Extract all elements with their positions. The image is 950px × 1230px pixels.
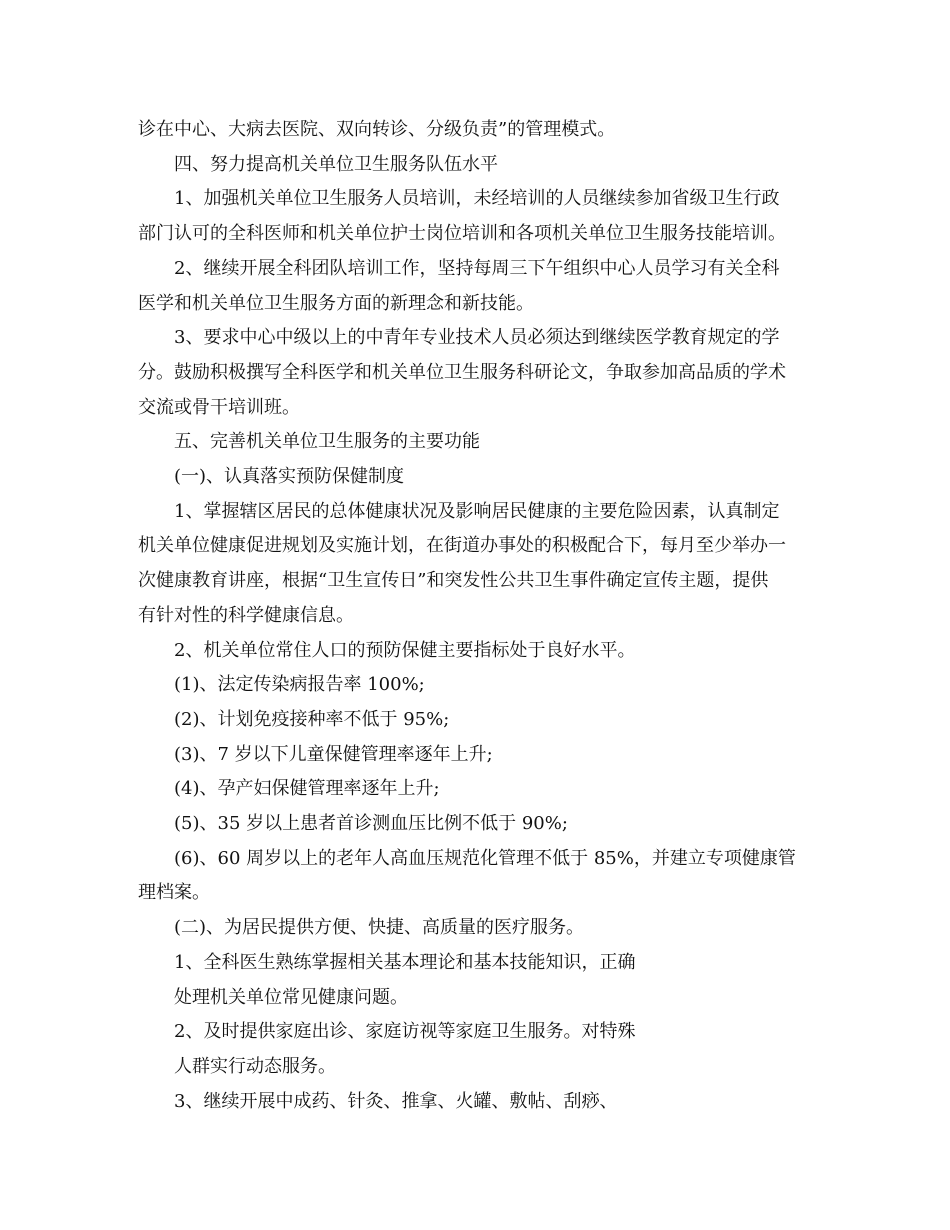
text-line: 1、掌握辖区居民的总体健康状况及影响居民健康的主要危险因素，认真制定 xyxy=(174,500,780,522)
list-item: (3)、7 岁以下儿童保健管理率逐年上升; xyxy=(174,743,493,765)
list-item: (2)、计划免疫接种率不低于 95%; xyxy=(174,708,450,730)
text-line: 诊在中心、大病去医院、双向转诊、分级负责”的管理模式。 xyxy=(138,119,616,140)
text-line: 有针对性的科学健康信息。 xyxy=(138,604,354,626)
subsection-heading: (一)、认真落实预防保健制度 xyxy=(174,466,405,488)
text-line: 人群实行动态服务。 xyxy=(174,1055,336,1077)
text-line: 3、要求中心中级以上的中青年专业技术人员必须达到继续医学教育规定的学 xyxy=(174,327,780,349)
text-line: 交流或骨干培训班。 xyxy=(138,396,300,418)
text-line: 2、及时提供家庭出诊、家庭访视等家庭卫生服务。对特殊 xyxy=(174,1021,636,1043)
list-item: (1)、法定传染病报告率 100%; xyxy=(174,674,425,696)
text-line: 机关单位健康促进规划及实施计划，在街道办事处的积极配合下，每月至少举办一 xyxy=(138,535,786,557)
subsection-heading: (二)、为居民提供方便、快捷、高质量的医疗服务。 xyxy=(174,917,585,939)
text-line: 2、机关单位常住人口的预防保健主要指标处于良好水平。 xyxy=(174,639,636,661)
text-line: 2、继续开展全科团队培训工作，坚持每周三下午组织中心人员学习有关全科 xyxy=(174,257,780,279)
text-line: 部门认可的全科医师和机关单位护士岗位培训和各项机关单位卫生服务技能培训。 xyxy=(138,223,786,245)
list-item: (6)、60 周岁以上的老年人高血压规范化管理不低于 85%，并建立专项健康管 xyxy=(174,847,796,869)
list-item: (4)、孕产妇保健管理率逐年上升; xyxy=(174,778,440,800)
section-heading: 四、努力提高机关单位卫生服务队伍水平 xyxy=(174,153,498,175)
text-line: 分。鼓励积极撰写全科医学和机关单位卫生服务科研论文，争取参加高品质的学术 xyxy=(138,361,786,383)
text-line: 1、加强机关单位卫生服务人员培训，未经培训的人员继续参加省级卫生行政 xyxy=(174,188,780,210)
text-line: 处理机关单位常见健康问题。 xyxy=(174,986,408,1008)
document-body xyxy=(138,113,818,1119)
text-line: 理档案。 xyxy=(138,882,210,904)
text-line: 次健康教育讲座，根据“卫生宣传日”和突发性公共卫生事件确定宣传主题，提供 xyxy=(138,570,769,592)
section-heading: 五、完善机关单位卫生服务的主要功能 xyxy=(174,431,480,453)
list-item: (5)、35 岁以上患者首诊测血压比例不低于 90%; xyxy=(174,813,568,835)
text-line: 1、全科医生熟练掌握相关基本理论和基本技能知识，正确 xyxy=(174,951,636,973)
text-line: 3、继续开展中成药、针灸、推拿、火罐、敷帖、刮痧、 xyxy=(174,1090,618,1112)
text-line: 医学和机关单位卫生服务方面的新理念和新技能。 xyxy=(138,292,534,314)
